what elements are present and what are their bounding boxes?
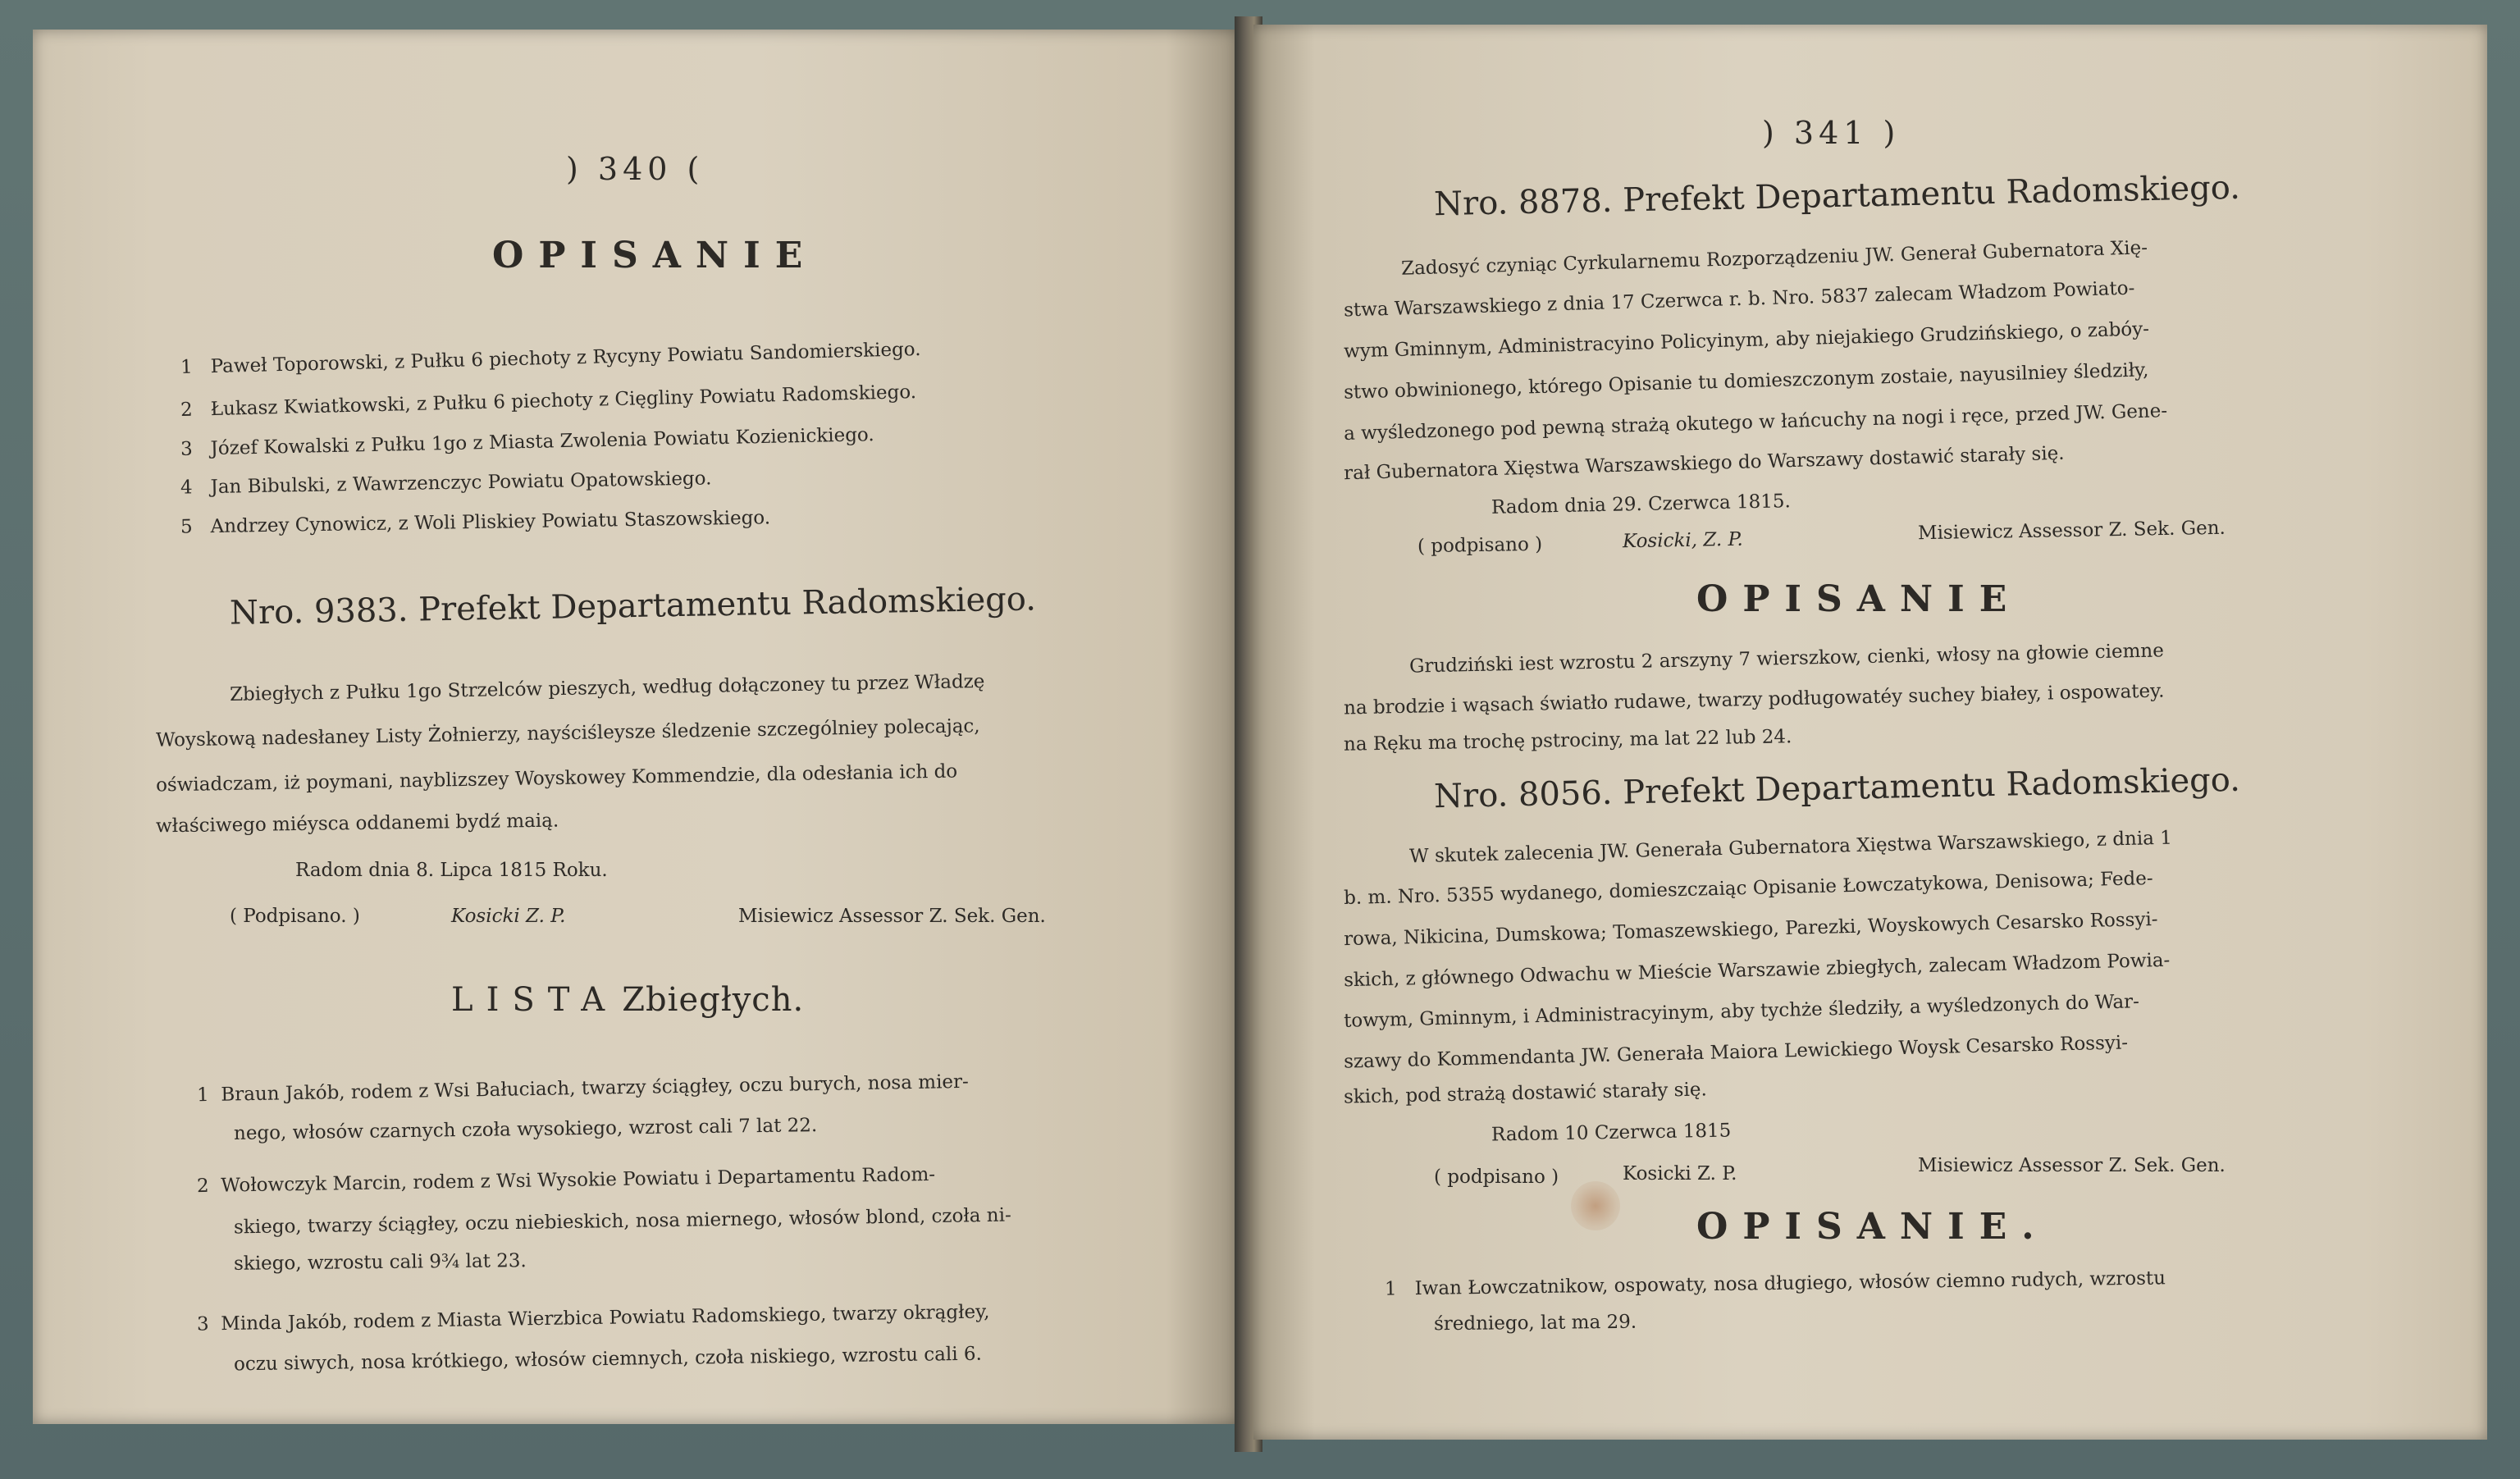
list-item: 1 Paweł Toporowski, z Pułku 6 piechoty z Rycyny Powiatu Sandomierskiego. bbox=[180, 338, 921, 379]
signature-assessor: Misiewicz Assessor Z. Sek. Gen. bbox=[738, 906, 1046, 927]
decree-title: Nro. 8878. Prefekt Departamentu Radomskiego. bbox=[1433, 168, 2241, 224]
paragraph-line: rowa, Nikicina, Dumskowa; Tomaszewskiego, Parezki, Woyskowych Cesarsko Rossyi- bbox=[1343, 908, 2158, 951]
signature-label: ( podpisano ) bbox=[1417, 533, 1543, 558]
paragraph-line: W skutek zalecenia JW. Generała Gubernatora Xięstwa Warszawskiego, z dnia 1 bbox=[1408, 827, 2173, 868]
section-heading: OPISANIE bbox=[1696, 578, 2022, 620]
paragraph-line: a wyśledzonego pod pewną strażą okutego w łańcuchy na nogi i ręce, przed JW. Gene- bbox=[1343, 399, 2168, 445]
paragraph-line: na Ręku ma trochę pstrociny, ma lat 22 lub 24. bbox=[1343, 726, 1792, 755]
list-item: 5 Andrzey Cynowicz, z Woli Pliskiey Powiatu Staszowskiego. bbox=[180, 507, 771, 538]
list-item: 4 Jan Bibulski, z Wawrzenczyc Powiatu Opatowskiego. bbox=[180, 468, 712, 499]
paper-stain bbox=[1571, 1181, 1620, 1230]
page-number: ) 341 ) bbox=[1762, 115, 1901, 151]
paragraph-line: oświadczam, iż poymani, nayblizszey Woyskowey Kommendzie, dla odesłania ich do bbox=[155, 760, 958, 797]
decree-date: Radom 10 Czerwca 1815 bbox=[1491, 1120, 1732, 1146]
paragraph-line: b. m. Nro. 5355 wydanego, domieszczaiąc Opisanie Łowczatykowa, Denisowa; Fede- bbox=[1343, 867, 2153, 910]
paragraph-line: na brodzie i wąsach światło rudawe, twarzy podługowatéy suchey białey, i ospowatey. bbox=[1343, 680, 2165, 719]
paragraph-line: wym Gminnym, Administracyino Policyinym, aby niejakiego Grudzińskiego, o zabóy- bbox=[1343, 318, 2150, 363]
paragraph-line: rał Gubernatora Xięstwa Warszawskiego do Warszawy dostawić starały się. bbox=[1343, 442, 2065, 485]
decree-title: Nro. 9383. Prefekt Departamentu Radomskiego. bbox=[229, 580, 1037, 632]
paragraph-line: właściwego miéysca oddanemi bydź maią. bbox=[155, 810, 559, 838]
section-heading: OPISANIE. bbox=[1696, 1206, 2049, 1248]
signature-label: ( podpisano ) bbox=[1434, 1166, 1559, 1188]
list-item: 3 Józef Kowalski z Pułku 1go z Miasta Zwolenia Powiatu Kozienickiego. bbox=[180, 424, 874, 460]
left-page: ) 340 ( OPISANIE 1 Paweł Toporowski, z Pułku 6 piechoty z Rycyny Powiatu Sandomierskiego. 2 Łukasz Kwiatkowski, z Pułku 6 piechoty z Cięgliny Powiatu Radomskiego. 3 Józef Kowalski z Pułku 1go z Miasta Zwolenia Powiatu Kozienickiego. 4 Jan Bibulski, z Wawrzenczyc Powiatu Opatowskiego. 5 Andrzey Cynowicz, z Woli Pliskiey Powiatu Staszowskiego. Nro. 9383. Prefekt Departamentu Radomskiego. Zbiegłych z Pułku 1go Strzelców pieszych, według dołączoney tu przez Władzę Woyskową nadesłaney Listy Żołnierzy, nayściśleysze śledzenie szczególniey polecając, oświadczam, iż poymani, nayblizszey Woyskowey Kommendzie, dla odesłania ich do właściwego miéysca oddanemi bydź maią. Radom dnia 8. Lipca 1815 Roku. ( Podpisano. ) Kosicki Z. P. Misiewicz Assessor Z. Sek. Gen. LISTA Zbiegłych. 1 Braun Jakób, rodem z Wsi Bałuciach, twarzy ściągłey, oczu burych, nosa mier- nego, włosów czarnych czoła wysokiego, wzrost cali 7 lat 22. 2 Wołowczyk Marcin, rodem z Wsi Wysokie Powiatu i Departamentu Radom- skiego, twarzy ściągłey, oczu niebieskich, nosa miernego, włosów blond, czoła ni- skiego, wzrostu cali 9¾ lat 23. 3 Minda Jakób, rodem z Miasta Wierzbica Powiatu Radomskiego, twarzy okrągłey, oczu siwych, nosa krótkiego, włosów ciemnych, czoła niskiego, wzrostu cali 6. bbox=[33, 30, 1239, 1424]
signature-label: ( Podpisano. ) bbox=[230, 906, 360, 927]
paragraph-line: Zadosyć czyniąc Cyrkularnemu Rozporządzeniu JW. Generał Gubernatora Xię- bbox=[1400, 237, 2148, 280]
list-title: LISTA Zbiegłych. bbox=[451, 981, 805, 1019]
paragraph-line: stwo obwinionego, którego Opisanie tu domieszczonym zostaie, nayusilniey śledziły, bbox=[1343, 359, 2149, 404]
signature-prefect: Kosicki Z. P. bbox=[1623, 1163, 1737, 1185]
section-heading: OPISANIE bbox=[492, 235, 818, 276]
page-number: ) 340 ( bbox=[566, 151, 705, 187]
paragraph-line: Woyskową nadesłaney Listy Żołnierzy, nayściśleysze śledzenie szczególniey polecając, bbox=[155, 715, 980, 751]
decree-title: Nro. 8056. Prefekt Departamentu Radomskiego. bbox=[1433, 760, 2241, 816]
paragraph-line: skich, z głównego Odwachu w Mieście Warszawie zbiegłych, zalecam Władzom Powia- bbox=[1343, 949, 2171, 992]
signature-assessor: Misiewicz Assessor Z. Sek. Gen. bbox=[1918, 1155, 2226, 1176]
decree-date: Radom dnia 8. Lipca 1815 Roku. bbox=[295, 860, 608, 881]
paragraph-line: towym, Gminnym, i Administracyinym, aby tychże śledziły, a wyśledzonych do War- bbox=[1343, 991, 2140, 1032]
paragraph-line: szawy do Kommendanta JW. Generała Maiora Lewickiego Woysk Cesarsko Rossyi- bbox=[1343, 1032, 2129, 1073]
list-item: 2 Łukasz Kwiatkowski, z Pułku 6 piechoty z Cięgliny Powiatu Radomskiego. bbox=[180, 381, 917, 421]
right-page: ) 341 ) Nro. 8878. Prefekt Departamentu Radomskiego. Zadosyć czyniąc Cyrkularnemu Rozporządzeniu JW. Generał Gubernatora Xię- stwa Warszawskiego z dnia 17 Czerwca r. b. Nro. 5837 zalecam Władzom Powiato- wym Gminnym, Administracyino Policyinym, aby niejakiego Grudzińskiego, o zabóy- stwo obwinionego, którego Opisanie tu domieszczonym zostaie, nayusilniey śledziły, a wyśledzonego pod pewną strażą okutego w łańcuchy na nogi i ręce, przed JW. Gene- rał Gubernatora Xięstwa Warszawskiego do Warszawy dostawić starały się. Radom dnia 29. Czerwca 1815. ( podpisano ) Kosicki, Z. P. Misiewicz Assessor Z. Sek. Gen. OPISANIE Grudziński iest wzrostu 2 arszyny 7 wierszkow, cienki, włosy na głowie ciemne na brodzie i wąsach światło rudawe, twarzy podługowatéy suchey białey, i ospowatey. na Ręku ma trochę pstrociny, ma lat 22 lub 24. Nro. 8056. Prefekt Departamentu Radomskiego. W skutek zalecenia JW. Generała Gubernatora Xięstwa Warszawskiego, z dnia 1 b. m. Nro. 5355 wydanego, domieszczaiąc Opisanie Łowczatykowa, Denisowa; Fede- rowa, Nikicina, Dumskowa; Tomaszewskiego, Parezki, Woyskowych Cesarsko Rossyi- skich, z głównego Odwachu w Mieście Warszawie zbiegłych, zalecam Władzom Powia- towym, Gminnym, i Administracyinym, aby tychże śledziły, a wyśledzonych do War- szawy do Kommendanta JW. Generała Maiora Lewickiego Woysk Cesarsko Rossyi- skich, pod strażą dostawić starały się. Radom 10 Czerwca 1815 ( podpisano ) Kosicki Z. P. Misiewicz Assessor Z. Sek. Gen. OPISANIE. 1 Iwan Łowczatnikow, ospowaty, nosa długiego, włosów ciemno rudych, wzrostu średniego, lat ma 29. bbox=[1253, 25, 2487, 1440]
paragraph-line: skich, pod strażą dostawić starały się. bbox=[1343, 1079, 1708, 1108]
decree-date: Radom dnia 29. Czerwca 1815. bbox=[1491, 491, 1792, 518]
signature-prefect: Kosicki, Z. P. bbox=[1622, 528, 1743, 553]
signature-prefect: Kosicki Z. P. bbox=[451, 906, 566, 927]
signature-assessor: Misiewicz Assessor Z. Sek. Gen. bbox=[1917, 517, 2226, 545]
paragraph-line: Grudziński iest wzrostu 2 arszyny 7 wierszkow, cienki, włosy na głowie ciemne bbox=[1408, 640, 2165, 678]
paragraph-line: Zbiegłych z Pułku 1go Strzelców pieszych, według dołączoney tu przez Władzę bbox=[229, 670, 985, 706]
paragraph-line: stwa Warszawskiego z dnia 17 Czerwca r. b. Nro. 5837 zalecam Władzom Powiato- bbox=[1343, 277, 2135, 322]
